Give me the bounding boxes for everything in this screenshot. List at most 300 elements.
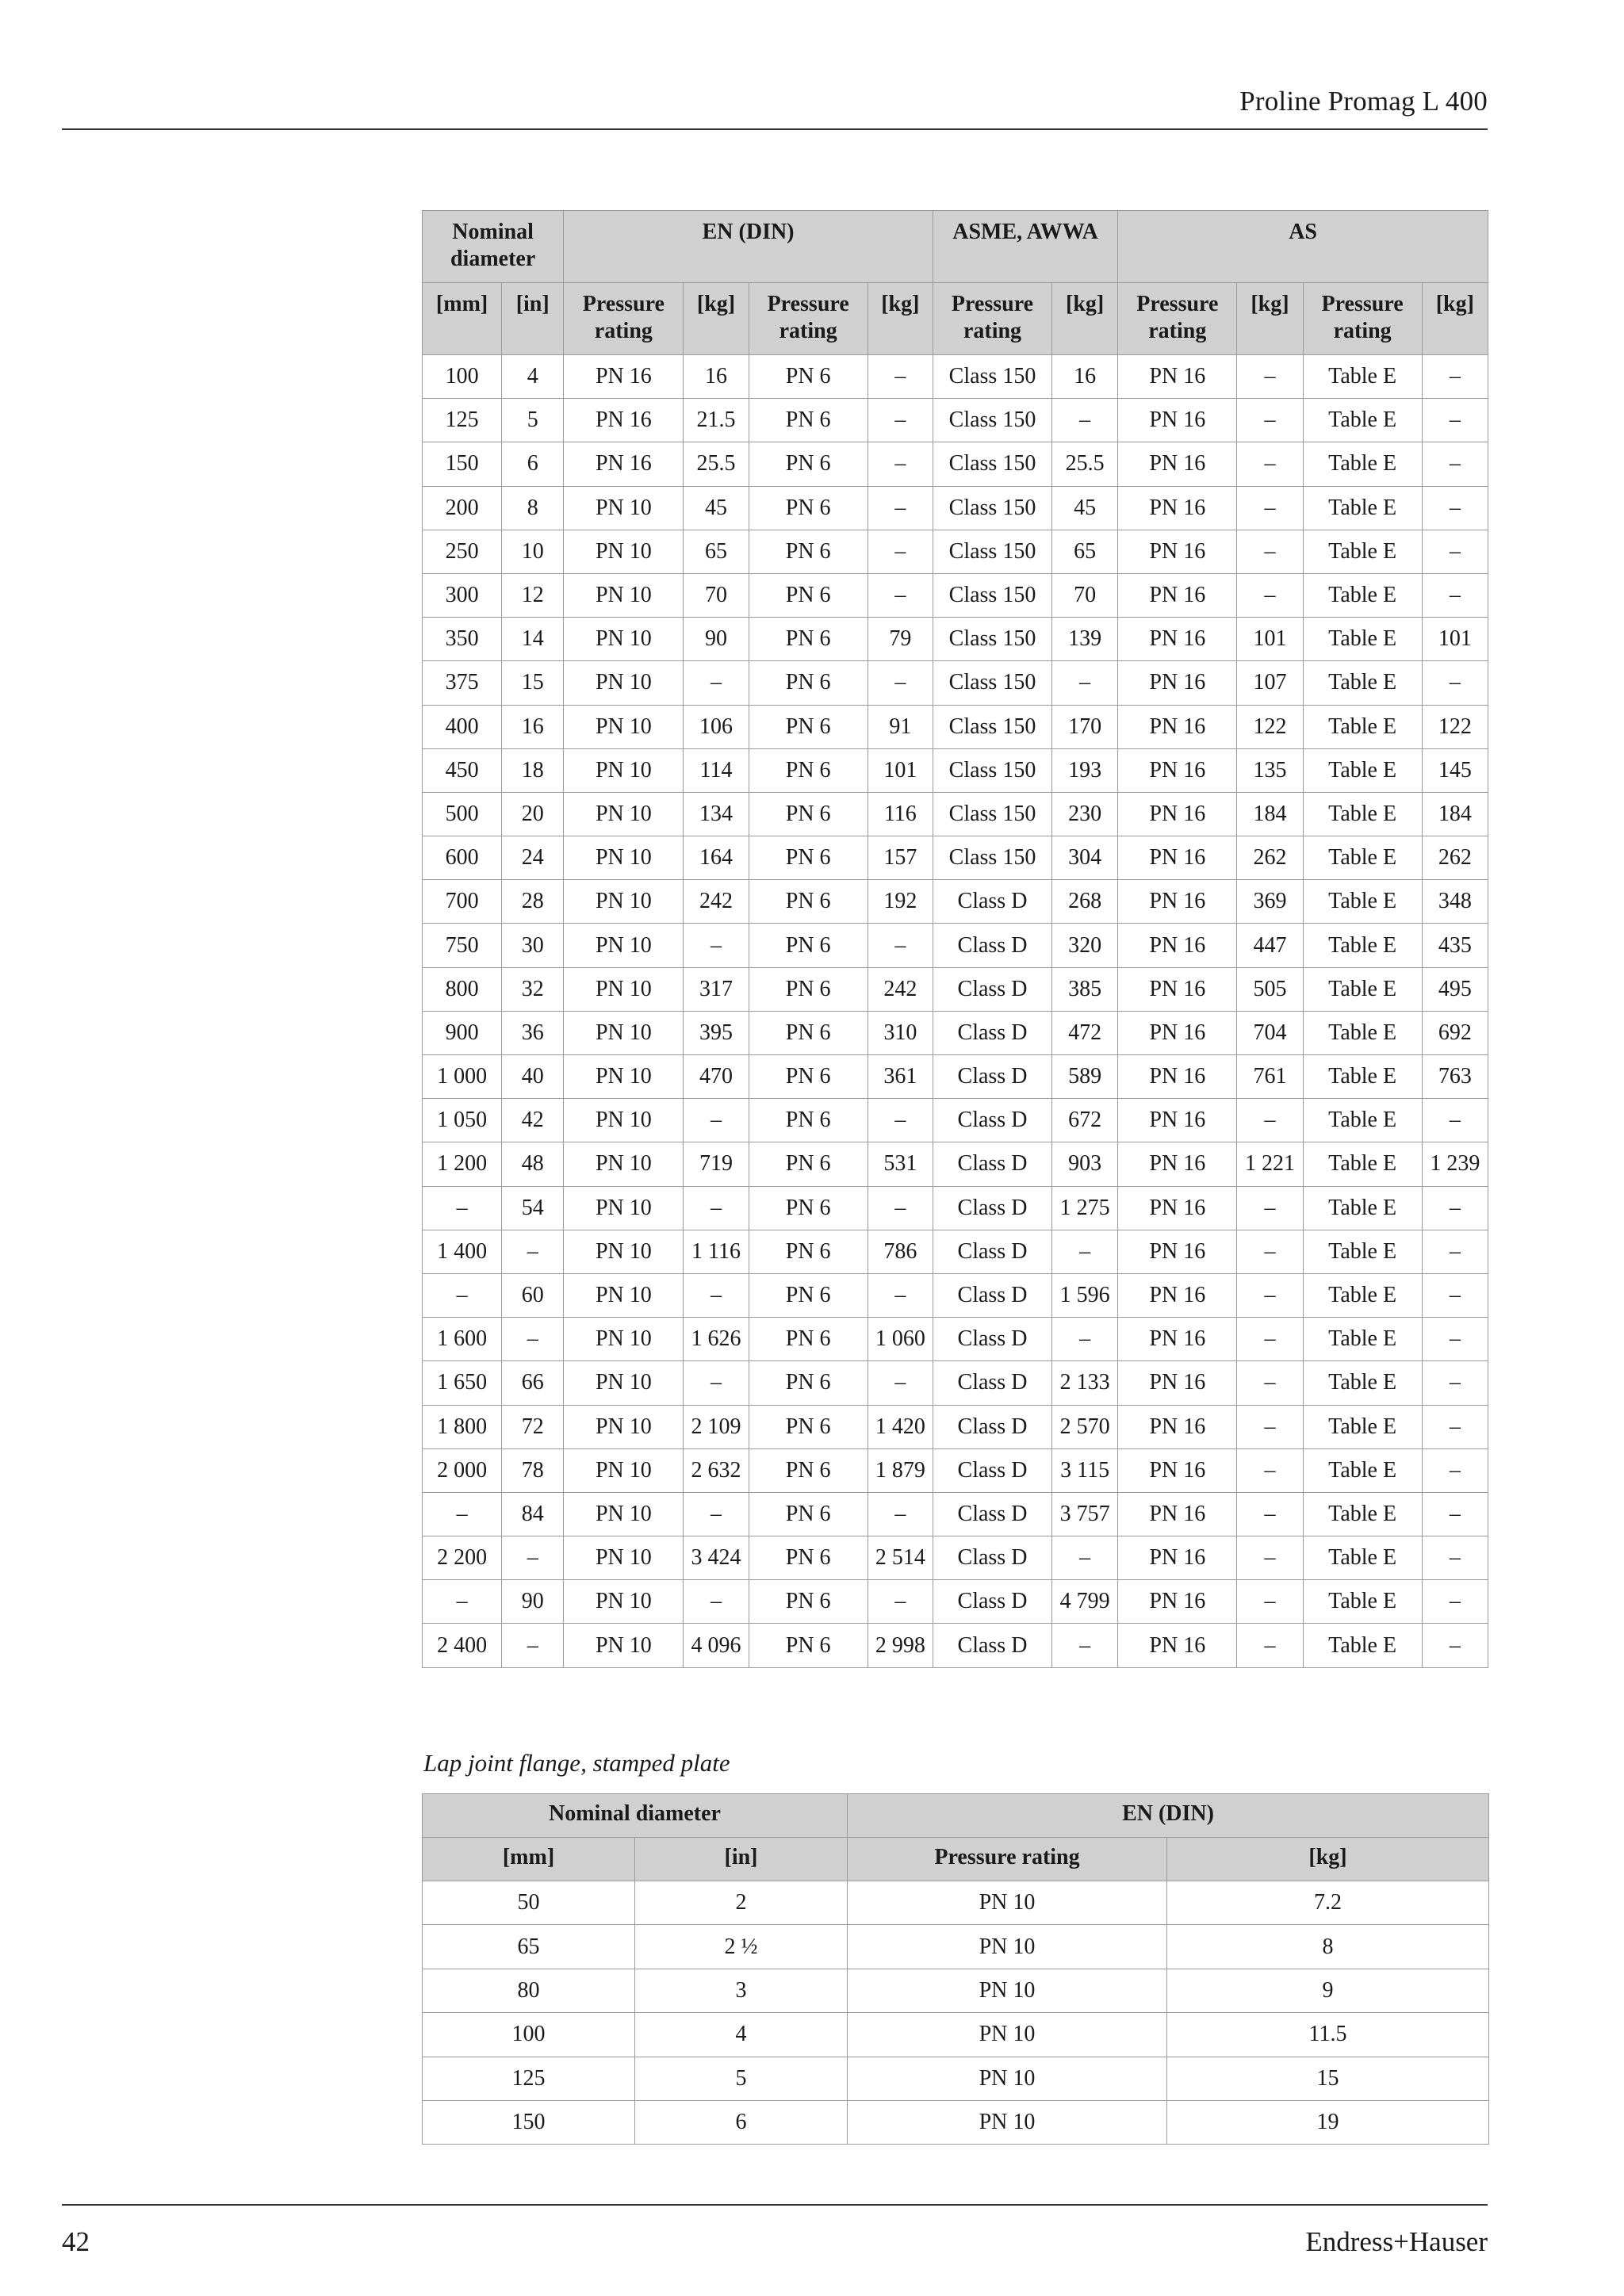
group-header-asme-awwa: ASME, AWWA xyxy=(933,211,1117,283)
column-header: Pressure rating xyxy=(749,283,868,355)
table-cell: Table E xyxy=(1303,486,1422,530)
table-cell: – xyxy=(1422,355,1488,399)
table-cell: 230 xyxy=(1052,792,1118,836)
table-cell: 1 275 xyxy=(1052,1186,1118,1230)
table-cell: 114 xyxy=(684,748,749,792)
table-cell: 750 xyxy=(423,924,502,967)
table-cell: PN 10 xyxy=(564,1011,684,1054)
table-cell: PN 10 xyxy=(564,1405,684,1448)
table-cell: Class 150 xyxy=(933,618,1051,661)
table-cell: 348 xyxy=(1422,880,1488,924)
table-cell: PN 10 xyxy=(564,924,684,967)
table-cell: PN 6 xyxy=(749,1099,868,1142)
table-cell: Class D xyxy=(933,1448,1051,1492)
table-cell: 395 xyxy=(684,1011,749,1054)
table-cell: 45 xyxy=(684,486,749,530)
table-cell: PN 10 xyxy=(848,2100,1167,2144)
table-cell: PN 16 xyxy=(1118,705,1237,748)
table-cell: 90 xyxy=(684,618,749,661)
table-cell: 242 xyxy=(868,967,933,1011)
table-cell: Table E xyxy=(1303,1011,1422,1054)
table-row xyxy=(423,1099,1488,1142)
table-cell: PN 6 xyxy=(749,1448,868,1492)
table-cell: PN 10 xyxy=(564,1580,684,1624)
table-cell: 91 xyxy=(868,705,933,748)
table-cell: PN 10 xyxy=(848,2013,1167,2057)
table-cell: 763 xyxy=(1422,1055,1488,1099)
table-cell: PN 16 xyxy=(564,399,684,442)
table-cell: PN 10 xyxy=(848,1881,1167,1925)
table-cell: 5 xyxy=(502,399,564,442)
table-cell: 145 xyxy=(1422,748,1488,792)
table-cell: Table E xyxy=(1303,792,1422,836)
table-cell: PN 16 xyxy=(1118,530,1237,573)
table-cell: Class D xyxy=(933,924,1051,967)
table-cell: – xyxy=(868,486,933,530)
table-cell: PN 10 xyxy=(848,1925,1167,1969)
table-cell: PN 10 xyxy=(564,967,684,1011)
table-cell: PN 10 xyxy=(564,880,684,924)
table-cell: 1 060 xyxy=(868,1318,933,1361)
table-cell: – xyxy=(684,1186,749,1230)
table-cell: 70 xyxy=(1052,573,1118,617)
column-header: Pressure rating xyxy=(564,283,684,355)
table-cell: 385 xyxy=(1052,967,1118,1011)
table-cell: Class 150 xyxy=(933,573,1051,617)
table-cell: PN 6 xyxy=(749,1011,868,1054)
table-cell: Table E xyxy=(1303,1099,1422,1142)
table-cell: 30 xyxy=(502,924,564,967)
table-row xyxy=(423,705,1488,748)
table-cell: 700 xyxy=(423,880,502,924)
table-cell: PN 16 xyxy=(1118,1055,1237,1099)
table-cell: 1 116 xyxy=(684,1230,749,1273)
table-cell: PN 6 xyxy=(749,967,868,1011)
table-cell: 375 xyxy=(423,661,502,705)
table-cell: 495 xyxy=(1422,967,1488,1011)
table-cell: 42 xyxy=(502,1099,564,1142)
table-cell: 9 xyxy=(1167,1969,1489,2012)
table-cell: PN 10 xyxy=(564,1448,684,1492)
table-cell: – xyxy=(868,1492,933,1536)
table-cell: PN 16 xyxy=(1118,792,1237,836)
table-row xyxy=(423,1405,1488,1448)
table-cell: 100 xyxy=(423,355,502,399)
table-cell: 2 133 xyxy=(1052,1361,1118,1405)
table-cell: – xyxy=(684,1492,749,1536)
table-cell: 1 221 xyxy=(1237,1142,1303,1186)
table-cell: 11.5 xyxy=(1167,2013,1489,2057)
table-cell: PN 10 xyxy=(564,486,684,530)
table-cell: 122 xyxy=(1422,705,1488,748)
table-cell: PN 6 xyxy=(749,748,868,792)
table-cell: PN 10 xyxy=(564,1186,684,1230)
table-cell: 50 xyxy=(423,1881,635,1925)
table-cell: – xyxy=(1422,1536,1488,1580)
table-cell: PN 6 xyxy=(749,530,868,573)
table-cell: Table E xyxy=(1303,1492,1422,1536)
table-cell: 268 xyxy=(1052,880,1118,924)
table-cell: Table E xyxy=(1303,399,1422,442)
table-cell: 192 xyxy=(868,880,933,924)
page-number: 42 xyxy=(62,2226,90,2257)
table-cell: Table E xyxy=(1303,1230,1422,1273)
table-row xyxy=(423,1361,1488,1405)
table-cell: PN 16 xyxy=(1118,442,1237,486)
table-cell: 1 420 xyxy=(868,1405,933,1448)
table-cell: Class 150 xyxy=(933,748,1051,792)
table-cell: 2 514 xyxy=(868,1536,933,1580)
table-cell: – xyxy=(868,399,933,442)
table-cell: 692 xyxy=(1422,1011,1488,1054)
table-cell: 184 xyxy=(1237,792,1303,836)
table-row xyxy=(423,1925,1489,1969)
table-row xyxy=(423,1186,1488,1230)
table-cell: Class D xyxy=(933,1011,1051,1054)
table-cell: PN 10 xyxy=(564,1318,684,1361)
table-cell: 135 xyxy=(1237,748,1303,792)
table-cell: – xyxy=(1422,486,1488,530)
table-cell: – xyxy=(868,661,933,705)
table-cell: 6 xyxy=(502,442,564,486)
table-cell: 150 xyxy=(423,2100,635,2144)
table-cell: – xyxy=(868,1186,933,1230)
table-cell: – xyxy=(1422,1361,1488,1405)
table-cell: 400 xyxy=(423,705,502,748)
table-cell: PN 6 xyxy=(749,486,868,530)
table-row xyxy=(423,1580,1488,1624)
table-cell: – xyxy=(1422,530,1488,573)
table-cell: Class D xyxy=(933,1318,1051,1361)
lap-joint-table xyxy=(422,1793,1489,2145)
table-cell: 472 xyxy=(1052,1011,1118,1054)
table-cell: PN 16 xyxy=(1118,1448,1237,1492)
table-cell: 40 xyxy=(502,1055,564,1099)
column-header: Pressure rating xyxy=(1303,283,1422,355)
table-cell: 589 xyxy=(1052,1055,1118,1099)
table-row xyxy=(423,1055,1488,1099)
table-cell: Table E xyxy=(1303,1318,1422,1361)
table-cell: PN 16 xyxy=(1118,748,1237,792)
table-cell: 500 xyxy=(423,792,502,836)
table-row xyxy=(423,573,1488,617)
table-cell: 10 xyxy=(502,530,564,573)
table-row xyxy=(423,748,1488,792)
column-header: [kg] xyxy=(1052,283,1118,355)
table-cell: Class D xyxy=(933,967,1051,1011)
table-row xyxy=(423,1492,1488,1536)
table-cell: – xyxy=(1237,442,1303,486)
table-row xyxy=(423,1273,1488,1317)
table-cell: PN 16 xyxy=(1118,486,1237,530)
table-cell: – xyxy=(684,1099,749,1142)
table-cell: PN 16 xyxy=(1118,1273,1237,1317)
table-cell: PN 16 xyxy=(1118,661,1237,705)
table-cell: – xyxy=(502,1230,564,1273)
column-header: Pressure rating xyxy=(848,1838,1167,1881)
table-cell: Table E xyxy=(1303,661,1422,705)
table-cell: 250 xyxy=(423,530,502,573)
table-cell: – xyxy=(1422,1405,1488,1448)
table-cell: PN 10 xyxy=(564,530,684,573)
table-cell: 90 xyxy=(502,1580,564,1624)
table-cell: Table E xyxy=(1303,530,1422,573)
table-cell: Table E xyxy=(1303,618,1422,661)
table-cell: PN 6 xyxy=(749,1230,868,1273)
table-cell: Table E xyxy=(1303,748,1422,792)
table-cell: 1 200 xyxy=(423,1142,502,1186)
column-header: [kg] xyxy=(1422,283,1488,355)
table-cell: – xyxy=(868,1580,933,1624)
table-cell: 3 115 xyxy=(1052,1448,1118,1492)
table-cell: Class 150 xyxy=(933,530,1051,573)
table-cell: PN 10 xyxy=(564,661,684,705)
table-cell: Table E xyxy=(1303,1624,1422,1667)
table-cell: PN 10 xyxy=(564,1492,684,1536)
table-cell: 4 xyxy=(635,2013,848,2057)
group-header-en-din: EN (DIN) xyxy=(564,211,933,283)
table-cell: 704 xyxy=(1237,1011,1303,1054)
column-header: [kg] xyxy=(684,283,749,355)
table-cell: PN 16 xyxy=(1118,573,1237,617)
table-cell: – xyxy=(684,924,749,967)
table-cell: PN 16 xyxy=(1118,836,1237,880)
table-cell: PN 16 xyxy=(1118,1624,1237,1667)
table-cell: Class 150 xyxy=(933,792,1051,836)
table-row xyxy=(423,1142,1488,1186)
table-cell: – xyxy=(1052,1230,1118,1273)
table-cell: 107 xyxy=(1237,661,1303,705)
table-cell: 8 xyxy=(502,486,564,530)
table-cell: 80 xyxy=(423,1969,635,2012)
table-cell: 262 xyxy=(1237,836,1303,880)
table-cell: PN 10 xyxy=(564,1230,684,1273)
table-cell: 60 xyxy=(502,1273,564,1317)
table-cell: – xyxy=(1237,1536,1303,1580)
table-cell: PN 6 xyxy=(749,880,868,924)
table-cell: 193 xyxy=(1052,748,1118,792)
table-cell: Table E xyxy=(1303,573,1422,617)
table-cell: PN 16 xyxy=(1118,1536,1237,1580)
table-cell: PN 10 xyxy=(564,705,684,748)
lap-joint-caption: Lap joint flange, stamped plate xyxy=(423,1749,730,1777)
table-cell: 600 xyxy=(423,836,502,880)
table-cell: – xyxy=(1052,1536,1118,1580)
table-cell: – xyxy=(1422,1099,1488,1142)
table-cell: – xyxy=(1237,1624,1303,1667)
table-cell: – xyxy=(1237,399,1303,442)
table-cell: – xyxy=(423,1273,502,1317)
table-cell: PN 10 xyxy=(564,836,684,880)
group-header-en-din: EN (DIN) xyxy=(848,1794,1489,1838)
table-row xyxy=(423,836,1488,880)
table-cell: Class D xyxy=(933,1361,1051,1405)
table-cell: 28 xyxy=(502,880,564,924)
column-header: Pressure rating xyxy=(933,283,1051,355)
column-header: [mm] xyxy=(423,1838,635,1881)
column-header: [in] xyxy=(502,283,564,355)
table-row xyxy=(423,1230,1488,1273)
table-cell: – xyxy=(1237,486,1303,530)
table-row xyxy=(423,1448,1488,1492)
table-cell: PN 6 xyxy=(749,1536,868,1580)
table-cell: – xyxy=(1422,1492,1488,1536)
table-cell: 2 632 xyxy=(684,1448,749,1492)
table-cell: 125 xyxy=(423,399,502,442)
table-cell: PN 16 xyxy=(564,442,684,486)
table-cell: PN 10 xyxy=(564,792,684,836)
table-cell: 304 xyxy=(1052,836,1118,880)
table-cell: 78 xyxy=(502,1448,564,1492)
table-cell: 72 xyxy=(502,1405,564,1448)
table-row xyxy=(423,1536,1488,1580)
table-cell: PN 16 xyxy=(1118,355,1237,399)
table-cell: Table E xyxy=(1303,1536,1422,1580)
table-cell: 157 xyxy=(868,836,933,880)
table-cell: Table E xyxy=(1303,442,1422,486)
table-cell: 16 xyxy=(1052,355,1118,399)
table-row xyxy=(423,880,1488,924)
table-cell: 2 400 xyxy=(423,1624,502,1667)
table-cell: – xyxy=(684,1580,749,1624)
table-cell: Table E xyxy=(1303,1405,1422,1448)
table-cell: – xyxy=(868,1361,933,1405)
table-cell: Table E xyxy=(1303,705,1422,748)
table-cell: PN 6 xyxy=(749,442,868,486)
table-cell: 101 xyxy=(1422,618,1488,661)
table-cell: 7.2 xyxy=(1167,1881,1489,1925)
table-cell: 1 000 xyxy=(423,1055,502,1099)
table-cell: 505 xyxy=(1237,967,1303,1011)
table-row xyxy=(423,618,1488,661)
table-cell: – xyxy=(868,442,933,486)
table-cell: PN 6 xyxy=(749,1142,868,1186)
table-cell: Table E xyxy=(1303,1273,1422,1317)
table-row xyxy=(423,442,1488,486)
table-cell: – xyxy=(684,1361,749,1405)
table-cell: Table E xyxy=(1303,1580,1422,1624)
table-cell: 1 879 xyxy=(868,1448,933,1492)
table-cell: 800 xyxy=(423,967,502,1011)
table-cell: PN 10 xyxy=(564,1055,684,1099)
table-cell: Table E xyxy=(1303,1055,1422,1099)
table-cell: 350 xyxy=(423,618,502,661)
table-cell: PN 10 xyxy=(564,1142,684,1186)
table-cell: 786 xyxy=(868,1230,933,1273)
table-cell: 15 xyxy=(502,661,564,705)
table-cell: 300 xyxy=(423,573,502,617)
table-cell: 12 xyxy=(502,573,564,617)
table-cell: 21.5 xyxy=(684,399,749,442)
table-row xyxy=(423,399,1488,442)
table-cell: 134 xyxy=(684,792,749,836)
table-cell: 2 000 xyxy=(423,1448,502,1492)
table-cell: PN 6 xyxy=(749,355,868,399)
table-cell: 531 xyxy=(868,1142,933,1186)
table-cell: 1 050 xyxy=(423,1099,502,1142)
table-cell: 4 799 xyxy=(1052,1580,1118,1624)
page-header xyxy=(62,76,1488,130)
table-cell: – xyxy=(868,573,933,617)
table-cell: 242 xyxy=(684,880,749,924)
table-cell: PN 16 xyxy=(1118,1318,1237,1361)
table-row xyxy=(423,1318,1488,1361)
table-cell: – xyxy=(423,1492,502,1536)
table-cell: PN 16 xyxy=(1118,1099,1237,1142)
table-cell: PN 10 xyxy=(564,618,684,661)
table-cell: Table E xyxy=(1303,355,1422,399)
table-cell: 1 596 xyxy=(1052,1273,1118,1317)
table-cell: 2 200 xyxy=(423,1536,502,1580)
table-cell: 470 xyxy=(684,1055,749,1099)
table-row xyxy=(423,1881,1489,1925)
table-cell: 447 xyxy=(1237,924,1303,967)
table-row xyxy=(423,2013,1489,2057)
table-cell: PN 6 xyxy=(749,1273,868,1317)
table-cell: – xyxy=(1237,1361,1303,1405)
table-cell: 139 xyxy=(1052,618,1118,661)
table-cell: PN 16 xyxy=(1118,1580,1237,1624)
table-cell: – xyxy=(502,1536,564,1580)
table-cell: Table E xyxy=(1303,880,1422,924)
table-cell: Class D xyxy=(933,1142,1051,1186)
table-cell: – xyxy=(1422,442,1488,486)
table-cell: Class D xyxy=(933,1273,1051,1317)
table-cell: 361 xyxy=(868,1055,933,1099)
table-cell: 1 800 xyxy=(423,1405,502,1448)
table-cell: 24 xyxy=(502,836,564,880)
table-cell: 761 xyxy=(1237,1055,1303,1099)
table-cell: 450 xyxy=(423,748,502,792)
table-cell: 369 xyxy=(1237,880,1303,924)
table-cell: – xyxy=(1237,573,1303,617)
table-cell: – xyxy=(1422,1448,1488,1492)
table-cell: 6 xyxy=(635,2100,848,2144)
table-cell: – xyxy=(868,355,933,399)
table-cell: PN 10 xyxy=(848,1969,1167,2012)
table-cell: 2 570 xyxy=(1052,1405,1118,1448)
table-row xyxy=(423,530,1488,573)
table-row xyxy=(423,486,1488,530)
weights-table xyxy=(422,210,1488,1668)
table-row xyxy=(423,1011,1488,1054)
table-cell: 65 xyxy=(1052,530,1118,573)
table-cell: PN 16 xyxy=(1118,1230,1237,1273)
table-cell: 1 239 xyxy=(1422,1142,1488,1186)
table-cell: 125 xyxy=(423,2057,635,2100)
table-cell: – xyxy=(1237,1230,1303,1273)
table-cell: – xyxy=(1052,1318,1118,1361)
table-cell: Class D xyxy=(933,1186,1051,1230)
table-cell: 4 096 xyxy=(684,1624,749,1667)
table-cell: Table E xyxy=(1303,924,1422,967)
table-cell: – xyxy=(1237,1318,1303,1361)
table-cell: 101 xyxy=(868,748,933,792)
table-cell: PN 16 xyxy=(1118,1492,1237,1536)
table-cell: – xyxy=(868,1099,933,1142)
table-cell: Class 150 xyxy=(933,355,1051,399)
table-cell: – xyxy=(1422,573,1488,617)
table-row xyxy=(423,792,1488,836)
table-cell: – xyxy=(1422,399,1488,442)
table-cell: Table E xyxy=(1303,967,1422,1011)
table-cell: Table E xyxy=(1303,1142,1422,1186)
table-cell: 8 xyxy=(1167,1925,1489,1969)
table-cell: 122 xyxy=(1237,705,1303,748)
table-cell: Class D xyxy=(933,1536,1051,1580)
table-cell: PN 6 xyxy=(749,618,868,661)
table-cell: Class 150 xyxy=(933,486,1051,530)
